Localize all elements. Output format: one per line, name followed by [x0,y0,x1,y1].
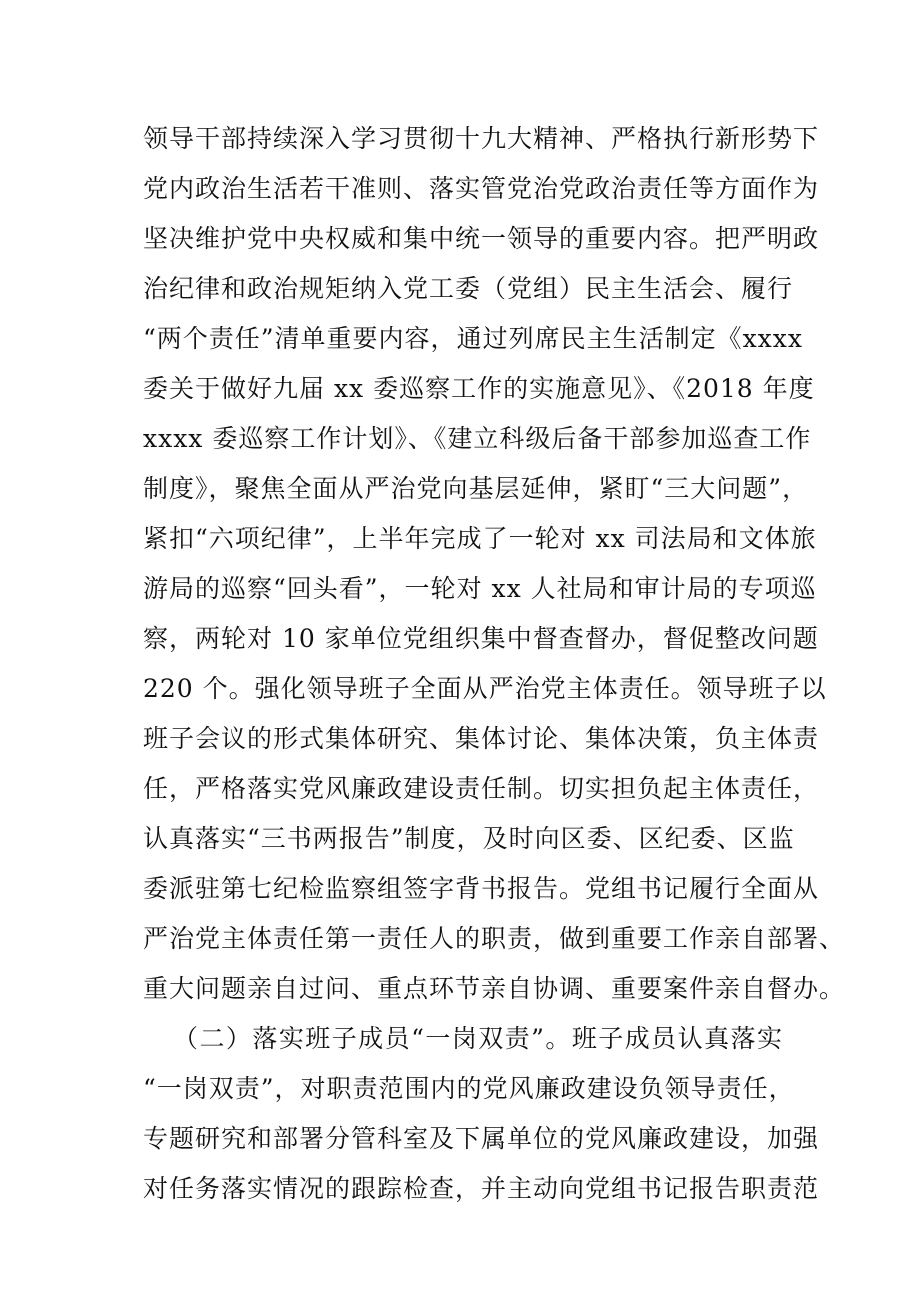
text-line: xxxx 委巡察工作计划》、《建立科级后备干部参加巡查工作 [143,424,812,453]
text-line: 坚决维护党中央权威和集中统一领导的重要内容。把严明政 [143,224,820,253]
text-line: 严治党主体责任第一责任人的职责，做到重要工作亲自部署、 [143,924,846,953]
text-line: 游局的巡察“回头看”，一轮对 xx 人社局和审计局的专项巡 [143,574,817,603]
text-line: 察，两轮对 10 家单位党组织集中督查督办，督促整改问题 [143,624,819,653]
text-line: 班子会议的形式集体研究、集体讨论、集体决策，负主体责 [143,724,820,753]
text-line: “一岗双责”，对职责范围内的党风廉政建设负领导责任， [143,1074,795,1103]
text-line: 对任务落实情况的跟踪检查，并主动向党组书记报告职责范 [143,1174,820,1203]
text-line: 治纪律和政治规矩纳入党工委（党组）民主生活会、履行 [143,274,794,303]
text-line: 领导干部持续深入学习贯彻十九大精神、严格执行新形势下 [143,124,820,153]
text-line: 220 个。强化领导班子全面从严治党主体责任。领导班子以 [143,674,827,703]
paragraph-1 [143,114,846,1014]
text-line: 委关于做好九届 xx 委巡察工作的实施意见》、《2018 年度 [143,374,815,403]
text-line: 专题研究和部署分管科室及下属单位的党风廉政建设，加强 [143,1124,820,1153]
text-line: 党内政治生活若干准则、落实管党治党政治责任等方面作为 [143,174,820,203]
text-line: 重大问题亲自过问、重点环节亲自协调、重要案件亲自督办。 [143,974,846,1003]
text-line: “两个责任”清单重要内容，通过列席民主生活制定《xxxx [143,324,803,353]
text-line: 认真落实“三书两报告”制度，及时向区委、区纪委、区监 [143,824,795,853]
paragraph-2 [143,1014,820,1214]
text-line: 任，严格落实党风廉政建设责任制。切实担负起主体责任， [143,774,820,803]
text-line: 紧扣“六项纪律”，上半年完成了一轮对 xx 司法局和文体旅 [143,524,817,553]
text-line: 委派驻第七纪检监察组签字背书报告。党组书记履行全面从 [143,874,820,903]
text-line: （二）落实班子成员“一岗双责”。班子成员认真落实 [173,1024,783,1053]
text-line: 制度》，聚焦全面从严治党向基层延伸，紧盯“三大问题”， [143,474,809,503]
document-body [143,114,846,1214]
